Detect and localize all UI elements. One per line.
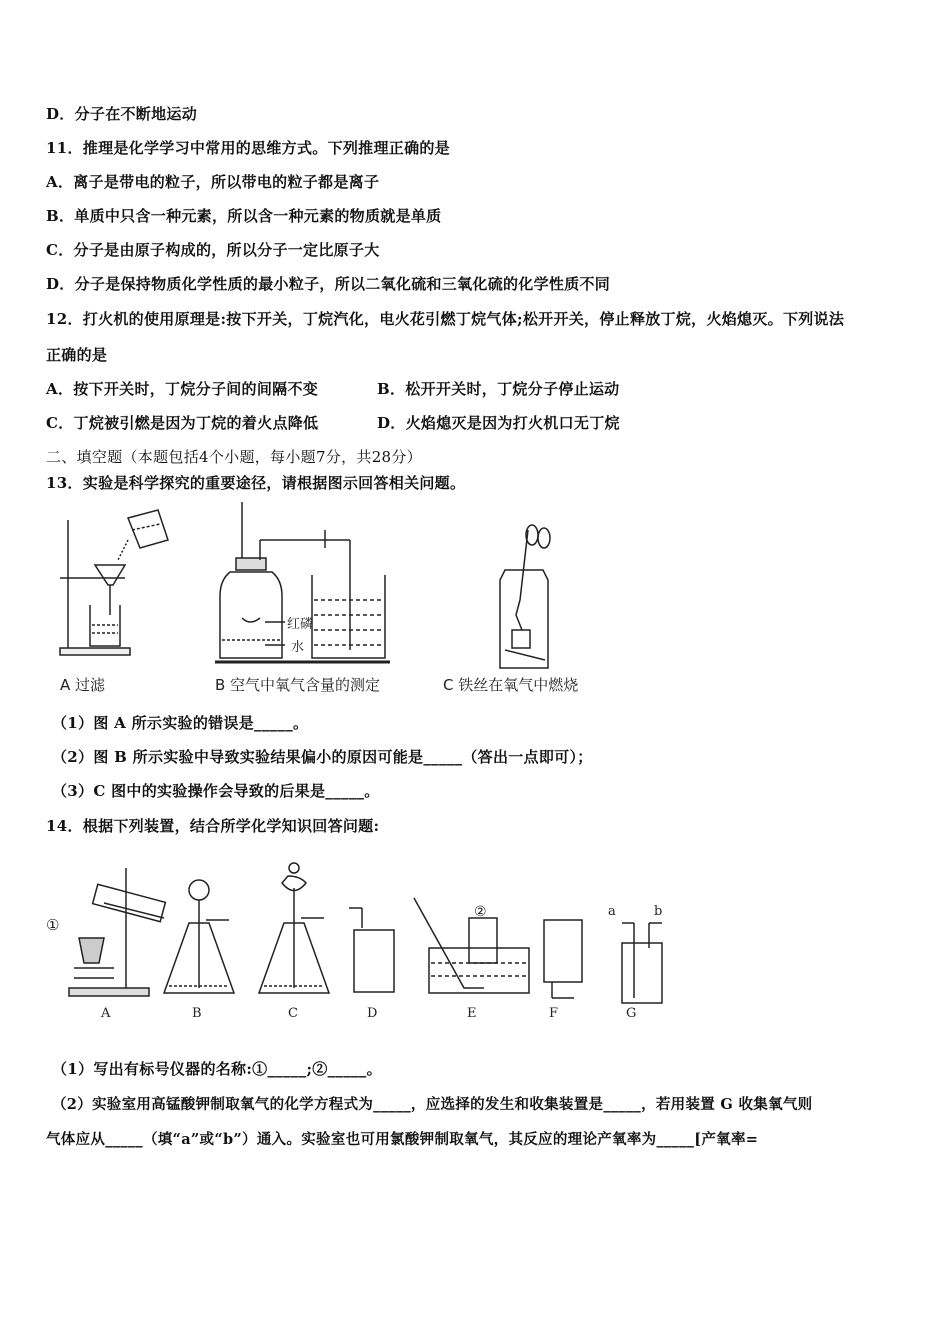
label-d: D [367,1006,378,1021]
q13-figure [50,500,650,700]
label-b: B [192,1006,202,1021]
q11-option-d: D．分子是保持物质化学性质的最小粒子，所以二氧化硫和三氧化硫的化学性质不同 [46,275,611,293]
apparatus-e-icon [414,898,529,993]
q13-part3: （3）C 图中的实验操作会导致的后果是_____。 [52,782,380,800]
q11-option-c: C．分子是由原子构成的，所以分子一定比原子大 [46,241,380,259]
apparatus-c-icon [259,863,329,993]
q11-option-b: B．单质中只含一种元素，所以含一种元素的物质就是单质 [46,207,442,225]
label-water: 水 [291,640,305,655]
caption-c: C 铁丝在氧气中燃烧 [443,676,579,694]
q11-option-a: A．离子是带电的粒子，所以带电的粒子都是离子 [46,173,380,191]
q13-part1: （1）图 A 所示实验的错误是_____。 [52,714,309,732]
apparatus-g-icon [622,923,662,1003]
label-e: E [467,1006,477,1021]
caption-a: A 过滤 [60,676,106,694]
q12-stem-line2: 正确的是 [46,346,108,364]
mark-1: ① [46,916,60,934]
filtration-apparatus-icon [60,510,168,655]
q10-option-d: D．分子在不断地运动 [46,105,198,123]
q14-figure [44,848,684,1028]
q12-option-c: C．丁烷被引燃是因为丁烷的着火点降低 [46,414,319,432]
q12-option-b: B．松开开关时，丁烷分子停止运动 [377,380,620,398]
label-g: G [626,1006,637,1021]
port-b-label: b [654,904,663,919]
q14-stem: 14．根据下列装置，结合所学化学知识回答问题: [46,817,380,835]
port-a-label: a [608,904,616,919]
q13-figure-drawing [50,500,650,700]
label-c: C [288,1006,298,1021]
label-red-phosphorus: 红磷 [287,617,314,632]
label-f: F [549,1006,559,1021]
apparatus-a-icon [69,868,165,996]
q12-option-d: D．火焰熄灭是因为打火机口无丁烷 [377,414,620,432]
q13-stem: 13．实验是科学探究的重要途径，请根据图示回答相关问题。 [46,474,466,492]
q12-option-a: A．按下开关时，丁烷分子间的间隔不变 [46,380,319,398]
q12-stem-line1: 12．打火机的使用原理是:按下开关，丁烷汽化，电火花引燃丁烷气体;松开开关，停止释放丁烷，火焰熄灭。下列说法 [46,310,845,328]
q14-figure-drawing [44,848,684,1028]
caption-b: B 空气中氧气含量的测定 [215,676,381,694]
apparatus-d-icon [349,908,394,992]
section-title: 二、填空题（本题包括4个小题，每小题7分，共28分） [46,448,422,466]
q11-stem: 11．推理是化学学习中常用的思维方式。下列推理正确的是 [46,139,450,157]
q14-part1: （1）写出有标号仪器的名称:①_____;②_____。 [52,1060,382,1078]
iron-combustion-apparatus-icon [500,525,550,668]
mark-2: ② [474,904,487,920]
q14-part2-line2: 气体应从_____（填“a”或“b”）通入。实验室也可用氯酸钾制取氧气，其反应的理论产氧率为_____[产氧率= [46,1131,759,1148]
label-a: A [101,1006,111,1021]
apparatus-b-icon [164,880,234,993]
q13-part2: （2）图 B 所示实验中导致实验结果偏小的原因可能是_____（答出一点即可）； [52,748,593,766]
apparatus-f-icon [544,920,582,998]
q14-part2-line1: （2）实验室用高锰酸钾制取氧气的化学方程式为_____，应选择的发生和收集装置是_____，若用装置 G 收集氧气则 [52,1096,813,1113]
